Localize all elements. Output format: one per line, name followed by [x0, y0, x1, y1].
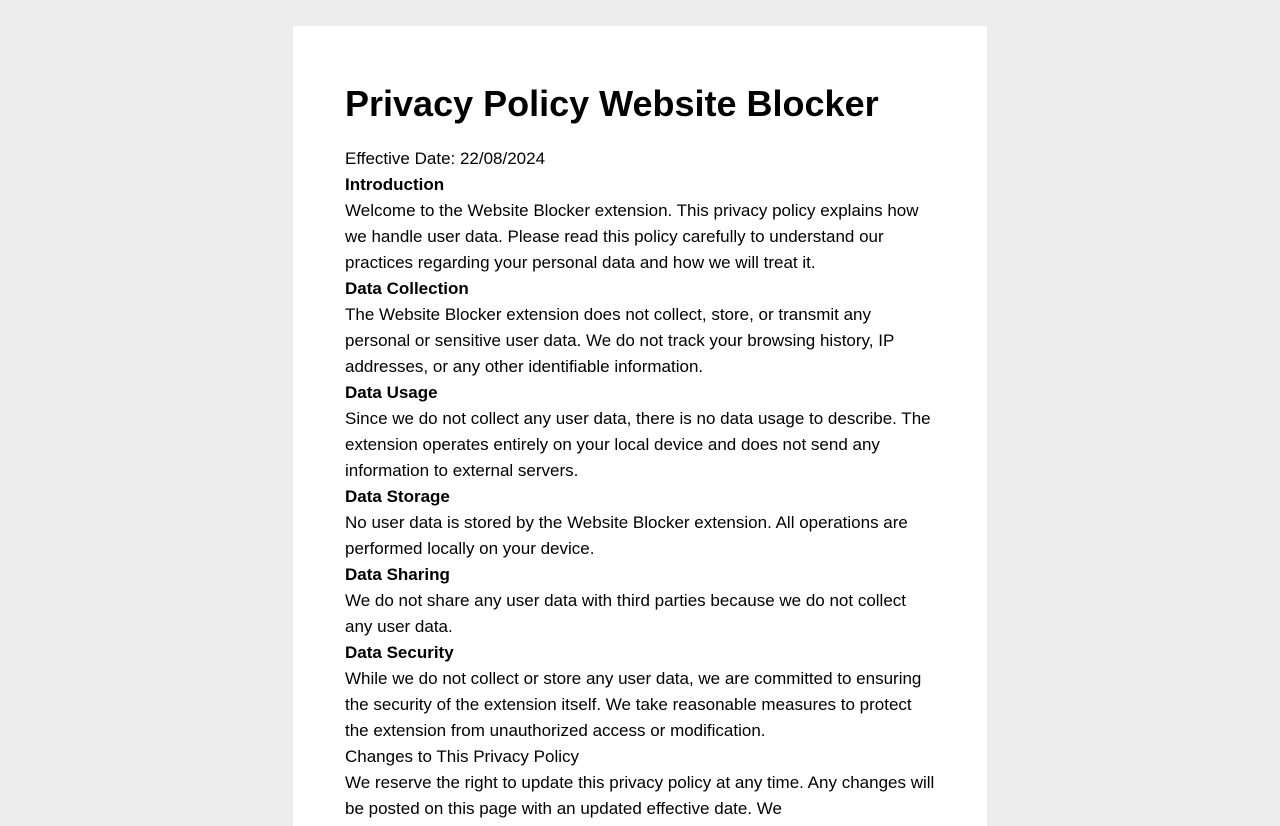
section-heading-introduction: Introduction — [345, 175, 445, 194]
section-heading-data-storage: Data Storage — [345, 487, 450, 506]
section-body-introduction: Welcome to the Website Blocker extension. This privacy policy explains how we handle user data. Please read this policy carefully to understand our practices regarding your personal data and how we will treat it. — [345, 201, 919, 272]
section-body-data-sharing: We do not share any user data with third parties because we do not collect any user data. — [345, 591, 907, 636]
section-body-data-storage: No user data is stored by the Website Blocker extension. All operations are performed locally on your device. — [345, 513, 908, 558]
section-heading-changes: Changes to This Privacy Policy — [345, 747, 580, 766]
section-body-data-security: While we do not collect or store any user data, we are committed to ensuring the security of the extension itself. We take reasonable measures to protect the extension from unauthorized access or modification. — [345, 669, 922, 740]
page-title: Privacy Policy Website Blocker — [345, 83, 879, 124]
document-page — [293, 26, 987, 826]
section-heading-data-usage: Data Usage — [345, 383, 438, 402]
effective-date: Effective Date: 22/08/2024 — [345, 149, 546, 168]
section-body-changes: We reserve the right to update this privacy policy at any time. Any changes will be posted on this page with an updated effective date. We — [345, 773, 935, 818]
section-body-data-collection: The Website Blocker extension does not collect, store, or transmit any personal or sensitive user data. We do not track your browsing history, IP addresses, or any other identifiable information. — [345, 305, 894, 376]
section-heading-data-sharing: Data Sharing — [345, 565, 450, 584]
section-heading-data-security: Data Security — [345, 643, 454, 662]
section-heading-data-collection: Data Collection — [345, 279, 469, 298]
section-body-data-usage: Since we do not collect any user data, there is no data usage to describe. The extension operates entirely on your local device and does not send any information to external servers. — [345, 409, 931, 480]
